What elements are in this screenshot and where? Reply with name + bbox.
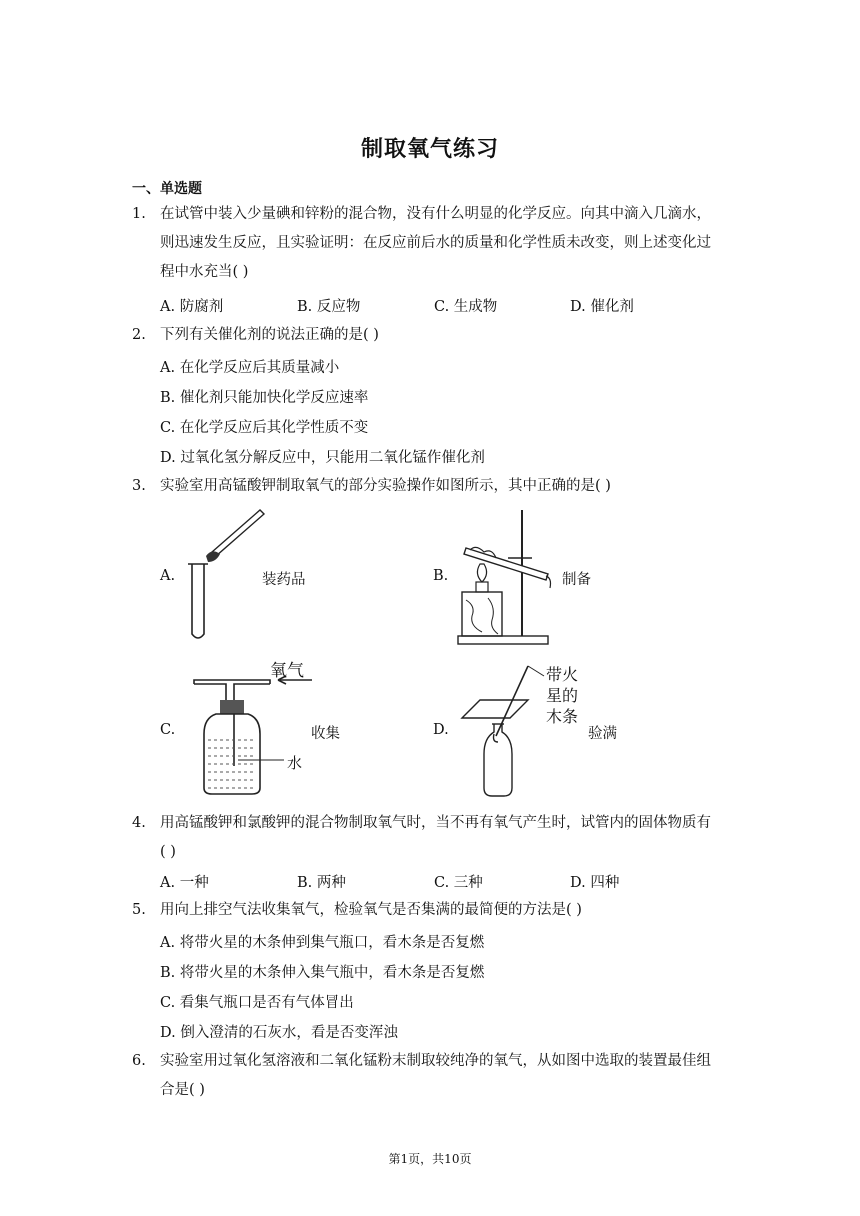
option-b-key[interactable]: B. bbox=[433, 568, 449, 584]
option-b[interactable]: B. 催化剂只能加快化学反应速率 bbox=[160, 390, 369, 406]
question-number: 3. bbox=[132, 478, 146, 494]
option-d-label: 验满 bbox=[588, 726, 617, 742]
option-c[interactable]: C. 生成物 bbox=[434, 299, 498, 315]
page-title: 制取氧气练习 bbox=[360, 136, 499, 162]
option-d[interactable]: D. 过氧化氢分解反应中，只能用二氧化锰作催化剂 bbox=[160, 450, 485, 466]
option-a[interactable]: A. 防腐剂 bbox=[160, 299, 224, 315]
option-a-label: 装药品 bbox=[262, 572, 306, 588]
question-number: 5. bbox=[132, 902, 146, 918]
test-tube-loading-figure bbox=[182, 502, 272, 647]
option-d[interactable]: D. 四种 bbox=[570, 875, 620, 891]
question-text-line: 用高锰酸钾和氯酸钾的混合物制取氧气时，当不再有氧气产生时，试管内的固体物质有 bbox=[160, 815, 711, 831]
option-c[interactable]: C. 在化学反应后其化学性质不变 bbox=[160, 420, 369, 436]
question-text-line: 用向上排空气法收集氧气，检验氧气是否集满的最简便的方法是( ) bbox=[160, 902, 582, 918]
question-number: 6. bbox=[132, 1053, 146, 1069]
option-a[interactable]: A. 一种 bbox=[160, 875, 209, 891]
option-d[interactable]: D. 催化剂 bbox=[570, 299, 634, 315]
question-text-line: 实验室用高锰酸钾制取氧气的部分实验操作如图所示，其中正确的是( ) bbox=[160, 478, 611, 494]
option-b[interactable]: B. 将带火星的木条伸入集气瓶中，看木条是否复燃 bbox=[160, 965, 485, 981]
question-number: 1. bbox=[132, 206, 146, 222]
question-number: 2. bbox=[132, 327, 146, 343]
question-text-line: 在试管中装入少量碘和锌粉的混合物，没有什么明显的化学反应。向其中滴入几滴水， bbox=[160, 206, 711, 222]
page-footer: 第1页，共10页 bbox=[388, 1152, 472, 1166]
question-text-line: 则迅速发生反应，且实验证明：在反应前后水的质量和化学性质未改变，则上述变化过 bbox=[160, 235, 711, 251]
option-c[interactable]: C. 三种 bbox=[434, 875, 483, 891]
option-a-key[interactable]: A. bbox=[160, 568, 176, 584]
checking-full-figure bbox=[458, 662, 548, 798]
question-number: 4. bbox=[132, 815, 146, 831]
option-c-key[interactable]: C. bbox=[160, 722, 176, 738]
water-label: 水 bbox=[287, 754, 303, 772]
oxygen-label: 氧气 bbox=[270, 661, 304, 681]
option-b[interactable]: B. 反应物 bbox=[297, 299, 361, 315]
question-text-line: 合是( ) bbox=[160, 1082, 205, 1098]
section-heading: 一、单选题 bbox=[132, 181, 202, 197]
option-c-label: 收集 bbox=[311, 726, 340, 742]
question-text-line: 程中水充当( ) bbox=[160, 264, 249, 280]
option-a[interactable]: A. 将带火星的木条伸到集气瓶口，看木条是否复燃 bbox=[160, 935, 485, 951]
question-text-line: 下列有关催化剂的说法正确的是( ) bbox=[160, 327, 379, 343]
option-d-key[interactable]: D. bbox=[433, 722, 449, 738]
heating-apparatus-figure bbox=[452, 508, 562, 646]
option-b-label: 制备 bbox=[562, 572, 591, 588]
question-text-line: 实验室用过氧化氢溶液和二氧化锰粉末制取较纯净的氧气，从如图中选取的装置最佳组 bbox=[160, 1053, 711, 1069]
option-d[interactable]: D. 倒入澄清的石灰水，看是否变浑浊 bbox=[160, 1025, 398, 1041]
question-text-line: ( ) bbox=[160, 844, 176, 860]
option-a[interactable]: A. 在化学反应后其质量减小 bbox=[160, 360, 340, 376]
glowing-splint-label: 带火 星的 木条 bbox=[546, 665, 579, 726]
option-c[interactable]: C. 看集气瓶口是否有气体冒出 bbox=[160, 995, 354, 1011]
option-b[interactable]: B. 两种 bbox=[297, 875, 346, 891]
